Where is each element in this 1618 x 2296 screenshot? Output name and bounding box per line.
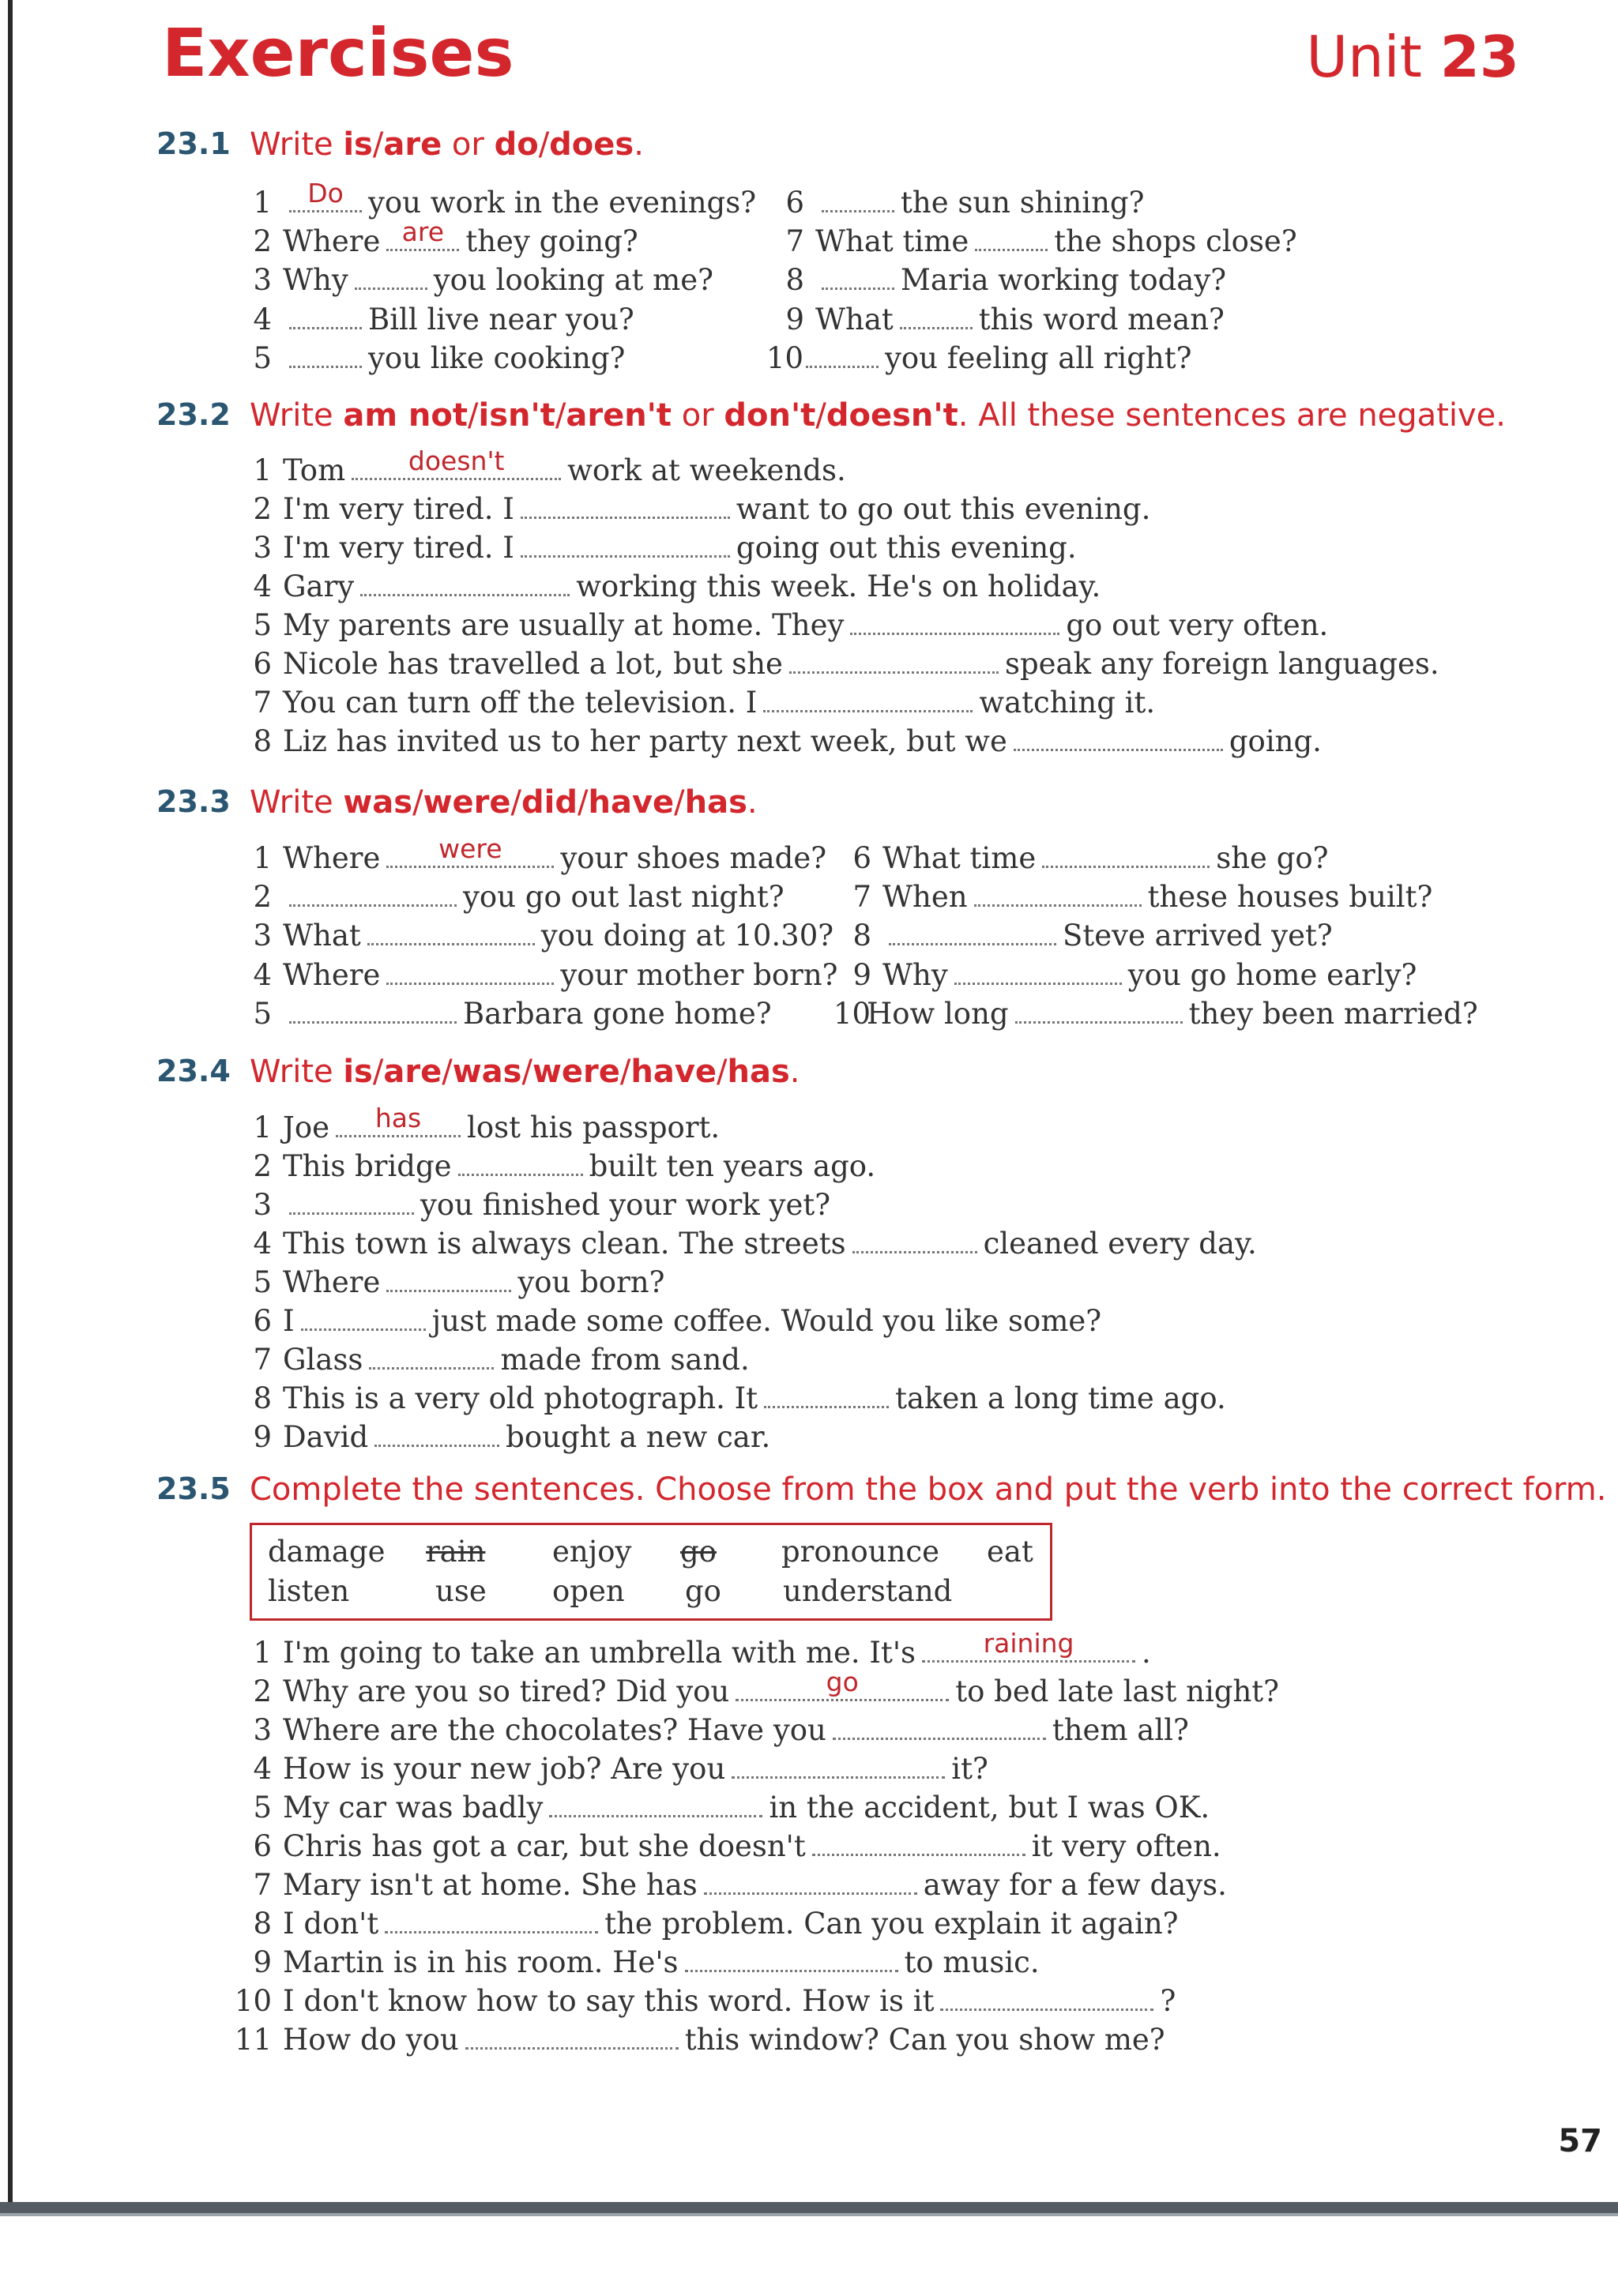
answer-blank[interactable] [352, 445, 561, 480]
answer-blank[interactable] [355, 261, 427, 290]
item-text-after: you finished your work yet? [420, 1188, 831, 1222]
answer-blank[interactable] [374, 1418, 499, 1447]
item-text-before: I don't know how to say this word. How is it [283, 1984, 935, 2018]
answer-blank[interactable] [386, 833, 554, 868]
item-number: 3 [253, 1713, 272, 1747]
item-text-after: these houses built? [1147, 880, 1433, 914]
item-text-after: going. [1229, 724, 1322, 758]
item-number: 10 [234, 1984, 272, 2018]
exercise-item [234, 1749, 988, 1787]
answer-blank[interactable] [549, 1788, 762, 1817]
unit-number: 23 [1439, 24, 1519, 90]
exercise-item [250, 528, 1077, 566]
item-text-before: My parents are usually at home. They [283, 608, 845, 642]
item-text-after: speak any foreign languages. [1004, 647, 1439, 681]
exercise-item [250, 1186, 830, 1223]
box-word: enjoy [552, 1535, 632, 1569]
answer-blank[interactable] [685, 1943, 898, 1972]
box-word: go [685, 1574, 721, 1608]
exercise-item [250, 916, 833, 954]
exercise-item [234, 1982, 1176, 2020]
item-text-after: your shoes made? [560, 841, 827, 875]
page-number: 57 [1558, 2123, 1602, 2159]
box-word-used: rain [426, 1535, 486, 1569]
item-text-before: Chris has got a car, but she doesn't [283, 1829, 806, 1863]
exercise-item [234, 2020, 1165, 2058]
item-number: 2 [253, 224, 272, 258]
item-number: 6 [253, 1829, 272, 1863]
item-number: 11 [234, 2023, 272, 2057]
item-number: 10 [833, 997, 871, 1031]
exercise-item [849, 956, 1417, 994]
item-text-after: she go? [1216, 841, 1329, 875]
item-text-before: Where are the chocolates? Have you [283, 1713, 826, 1747]
exercise-number: 23.2 [156, 397, 231, 432]
item-number: 3 [253, 1188, 272, 1222]
item-text-after: bought a new car. [506, 1420, 771, 1454]
answer-blank[interactable] [940, 1982, 1153, 2011]
exercise-instruction: Write is/are/was/were/have/has. [250, 1054, 800, 1090]
item-text-before: Tom [283, 453, 346, 487]
item-text-after: in the accident, but I was OK. [769, 1791, 1210, 1824]
item-text-before: What [283, 919, 361, 953]
item-number: 2 [253, 492, 272, 526]
answer-blank[interactable] [360, 567, 570, 596]
item-number: 6 [852, 841, 871, 875]
answer-blank[interactable] [367, 916, 535, 945]
answer-blank[interactable] [852, 1224, 977, 1253]
item-text-before: Where [283, 1265, 381, 1299]
answer-blank[interactable] [386, 1263, 511, 1292]
answer-blank[interactable] [954, 956, 1122, 985]
exercise-item [250, 261, 713, 299]
item-text-before: What time [815, 224, 969, 258]
exercise-item [849, 839, 1329, 877]
item-text-before: Glass [283, 1343, 363, 1377]
item-text-before: I don't [283, 1907, 379, 1941]
exercise-item [849, 877, 1432, 915]
answer-blank[interactable] [822, 183, 894, 212]
item-number: 5 [253, 341, 272, 375]
exercise-item [782, 183, 1144, 221]
item-text-after: them all? [1052, 1713, 1189, 1747]
item-number: 8 [253, 1381, 272, 1415]
item-number: 3 [253, 531, 272, 565]
answer-blank[interactable] [289, 877, 457, 907]
answer-blank[interactable] [289, 300, 362, 329]
item-text-after: you feeling all right? [885, 341, 1192, 375]
item-text-after: Steve arrived yet? [1063, 919, 1333, 953]
box-word: pronounce [781, 1535, 940, 1569]
item-number: 1 [253, 186, 272, 220]
exercise-item [234, 1827, 1221, 1865]
item-text-after: away for a few days. [923, 1868, 1227, 1902]
item-text-before: Where [283, 841, 381, 875]
exercise-instruction: Write is/are or do/does. [250, 126, 644, 163]
page-title: Exercises [162, 14, 514, 92]
item-number: 6 [253, 1304, 272, 1338]
handwritten-answer: has [374, 1103, 422, 1133]
item-text-after: work at weekends. [567, 453, 846, 487]
exercise-item [250, 1147, 875, 1185]
item-text-after: . [1142, 1636, 1151, 1670]
item-text-before: Gary [283, 569, 355, 603]
item-text-after: working this week. He's on holiday. [576, 569, 1101, 603]
item-number: 10 [766, 341, 804, 375]
item-text-after: Bill live near you? [368, 303, 634, 336]
answer-blank[interactable] [736, 1667, 949, 1701]
item-number: 8 [253, 1907, 272, 1941]
item-text-after: Maria working today? [901, 263, 1227, 297]
exercise-item [250, 644, 1439, 682]
answer-blank[interactable] [900, 300, 973, 329]
unit-label [1306, 24, 1519, 90]
item-number: 9 [253, 1420, 272, 1454]
footer-rule-accent [0, 2213, 1618, 2216]
exercise-item [766, 339, 1191, 377]
item-number: 9 [785, 303, 804, 336]
exercise-item [250, 994, 772, 1032]
item-number: 5 [253, 1791, 272, 1824]
handwritten-answer: raining [983, 1628, 1074, 1659]
answer-blank[interactable] [806, 339, 879, 368]
item-text-before: I'm very tired. I [283, 531, 514, 565]
item-number: 8 [852, 919, 871, 953]
exercise-item [250, 683, 1155, 721]
box-word: eat [987, 1535, 1033, 1569]
item-number: 3 [253, 919, 272, 953]
exercise-item [250, 1418, 770, 1456]
exercise-number: 23.1 [156, 126, 231, 161]
answer-blank[interactable] [289, 994, 457, 1024]
item-number: 2 [253, 1674, 272, 1708]
answer-blank[interactable] [975, 222, 1048, 251]
answer-blank[interactable] [789, 644, 999, 674]
item-number: 3 [253, 263, 272, 297]
item-text-after: the shops close? [1054, 224, 1297, 258]
exercise-item [782, 261, 1226, 299]
answer-blank[interactable] [289, 339, 362, 368]
item-text-after: it very often. [1031, 1829, 1221, 1863]
answer-blank[interactable] [336, 1103, 461, 1137]
box-word: open [552, 1574, 625, 1608]
answer-blank[interactable] [301, 1302, 426, 1331]
exercise-item [250, 833, 827, 877]
answer-blank[interactable] [822, 261, 894, 290]
item-text-before: When [882, 880, 968, 914]
box-word-used: go [680, 1535, 717, 1569]
answer-blank[interactable] [289, 1186, 414, 1215]
box-word: understand [783, 1574, 953, 1608]
exercise-item [250, 567, 1101, 605]
item-number: 4 [253, 569, 272, 603]
handwritten-answer: Do [307, 178, 344, 209]
item-text-after: Barbara gone home? [463, 997, 772, 1031]
item-text-after: watching it. [979, 686, 1156, 720]
exercise-item [782, 222, 1297, 260]
item-number: 4 [253, 1227, 272, 1261]
item-number: 1 [253, 841, 272, 875]
item-text-before: You can turn off the television. I [283, 686, 758, 720]
item-text-after: go out very often. [1066, 608, 1329, 642]
box-word: listen [268, 1574, 350, 1608]
item-text-before: Why [283, 263, 348, 297]
answer-blank[interactable] [732, 1749, 945, 1779]
item-number: 8 [253, 724, 272, 758]
exercise-item [250, 445, 846, 489]
item-text-after: want to go out this evening. [736, 492, 1151, 526]
exercise-item [782, 300, 1225, 338]
answer-blank[interactable] [974, 877, 1142, 907]
item-number: 8 [785, 263, 804, 297]
item-text-before: Liz has invited us to her party next week, but we [283, 724, 1007, 758]
handwritten-answer: are [401, 216, 445, 247]
answer-blank[interactable] [764, 1379, 889, 1408]
item-text-after: you go home early? [1127, 958, 1417, 992]
item-number: 9 [253, 1945, 272, 1979]
item-text-before: This is a very old photograph. It [283, 1381, 758, 1415]
item-text-before: David [283, 1420, 369, 1454]
item-text-before: Where [283, 224, 381, 258]
item-number: 1 [253, 453, 272, 487]
exercise-item [250, 1224, 1257, 1262]
exercise-item [250, 216, 638, 260]
box-word: use [435, 1574, 487, 1608]
answer-blank[interactable] [889, 916, 1056, 945]
item-text-after: you born? [517, 1265, 665, 1299]
exercise-item [250, 1379, 1226, 1417]
item-number: 5 [253, 1265, 272, 1299]
unit-word: Unit [1306, 24, 1422, 90]
exercise-item [234, 1866, 1227, 1903]
item-number: 1 [253, 1110, 272, 1144]
item-text-after: to music. [904, 1945, 1040, 1979]
exercise-item [250, 1302, 1101, 1340]
exercise-number: 23.3 [156, 784, 231, 819]
exercise-item [250, 1263, 664, 1301]
item-text-before: I'm going to take an umbrella with me. It's [283, 1636, 916, 1670]
item-number: 7 [253, 1868, 272, 1902]
item-text-after: to bed late last night? [955, 1674, 1279, 1708]
item-text-after: you looking at me? [433, 263, 713, 297]
item-text-after: built ten years ago. [589, 1149, 876, 1183]
answer-blank[interactable] [850, 606, 1059, 635]
answer-blank[interactable] [369, 1340, 494, 1370]
item-number: 4 [253, 1752, 272, 1786]
item-text-after: you like cooking? [368, 341, 626, 375]
answer-blank[interactable] [386, 216, 459, 251]
answer-blank[interactable] [1014, 722, 1223, 751]
item-text-before: Why [882, 958, 948, 992]
item-number: 7 [253, 686, 272, 720]
item-text-after: just made some coffee. Would you like some? [431, 1304, 1102, 1338]
exercise-number: 23.5 [156, 1471, 231, 1506]
item-text-before: How is your new job? Are you [283, 1752, 726, 1786]
item-text-before: Joe [283, 1110, 330, 1144]
item-text-after: this word mean? [978, 303, 1225, 336]
item-number: 9 [852, 958, 871, 992]
item-text-after: the sun shining? [901, 186, 1145, 220]
item-number: 6 [785, 186, 804, 220]
exercise-instruction: Write was/were/did/have/has. [250, 784, 758, 821]
answer-blank[interactable] [521, 528, 730, 558]
box-word: damage [268, 1535, 386, 1569]
item-text-after: lost his passport. [467, 1110, 721, 1144]
item-number: 7 [852, 880, 871, 914]
footer-rule [0, 2202, 1618, 2213]
answer-blank[interactable] [458, 1147, 583, 1176]
exercise-item [250, 606, 1328, 644]
item-text-after: cleaned every day. [983, 1227, 1257, 1261]
item-text-after: ? [1160, 1984, 1176, 2018]
answer-blank[interactable] [922, 1628, 1135, 1663]
answer-blank[interactable] [704, 1866, 917, 1895]
exercise-instruction: Complete the sentences. Choose from the box and put the verb into the correct form. [250, 1471, 1607, 1508]
item-text-before: What [815, 303, 894, 336]
exercise-item [250, 339, 625, 377]
exercise-item [250, 1340, 750, 1378]
answer-blank[interactable] [812, 1827, 1025, 1856]
item-text-before: What time [882, 841, 1037, 875]
left-margin-rule [8, 0, 13, 2204]
exercise-item [234, 1943, 1040, 1981]
exercise-item [250, 956, 838, 994]
exercise-item [250, 877, 785, 915]
item-number: 7 [253, 1343, 272, 1377]
answer-blank[interactable] [833, 1711, 1046, 1740]
item-text-before: Where [283, 958, 381, 992]
item-text-before: Nicole has travelled a lot, but she [283, 647, 783, 681]
item-number: 7 [785, 224, 804, 258]
word-box [250, 1523, 1052, 1621]
exercise-item [250, 1103, 721, 1146]
item-text-after: you work in the evenings? [368, 186, 757, 220]
item-text-after: they been married? [1188, 997, 1478, 1031]
exercise-item [234, 1904, 1179, 1942]
answer-blank[interactable] [289, 178, 362, 212]
exercise-item [250, 722, 1322, 760]
exercise-instruction: Write am not/isn't/aren't or don't/doesn't. All these sentences are negative. [250, 397, 1506, 434]
item-text-before: This town is always clean. The streets [283, 1227, 846, 1261]
exercise-item [250, 490, 1150, 528]
exercise-item [234, 1788, 1210, 1826]
exercise-item [234, 1667, 1279, 1710]
exercise-item [234, 1711, 1189, 1749]
item-number: 6 [253, 647, 272, 681]
item-text-after: this window? Can you show me? [684, 2023, 1165, 2057]
exercise-number: 23.4 [156, 1054, 231, 1088]
item-text-before: Martin is in his room. He's [283, 1945, 679, 1979]
answer-blank[interactable] [465, 2020, 679, 2050]
page-header [0, 0, 1618, 111]
item-text-after: taken a long time ago. [895, 1381, 1226, 1415]
item-text-before: I [283, 1304, 295, 1338]
item-text-before: Why are you so tired? Did you [283, 1674, 730, 1708]
item-text-after: made from sand. [500, 1343, 750, 1377]
handwritten-answer: were [438, 833, 502, 864]
item-text-after: you doing at 10.30? [540, 919, 834, 953]
answer-blank[interactable] [1042, 839, 1210, 868]
exercise-item [849, 916, 1333, 954]
answer-blank[interactable] [385, 1904, 598, 1933]
item-number: 4 [253, 303, 272, 336]
item-number: 5 [253, 608, 272, 642]
item-number: 4 [253, 958, 272, 992]
exercise-item [250, 178, 757, 221]
answer-blank[interactable] [763, 683, 973, 712]
answer-blank[interactable] [521, 490, 730, 519]
exercise-item [250, 300, 634, 338]
item-number: 5 [253, 997, 272, 1031]
item-number: 1 [253, 1636, 272, 1670]
item-text-before: I'm very tired. I [283, 492, 514, 526]
exercise-item [234, 1628, 1151, 1671]
answer-blank[interactable] [1015, 994, 1183, 1024]
item-text-after: they going? [465, 224, 638, 258]
item-text-after: going out this evening. [736, 531, 1077, 565]
answer-blank[interactable] [386, 956, 554, 985]
item-text-before: How long [867, 997, 1009, 1031]
handwritten-answer: doesn't [408, 445, 505, 476]
item-text-before: This bridge [283, 1149, 452, 1183]
item-text-before: Mary isn't at home. She has [283, 1868, 698, 1902]
item-number: 2 [253, 1149, 272, 1183]
item-text-before: My car was badly [283, 1791, 544, 1824]
handwritten-answer: go [826, 1667, 859, 1697]
exercise-item [833, 994, 1478, 1032]
item-text-before: How do you [283, 2023, 459, 2057]
item-number: 2 [253, 880, 272, 914]
item-text-after: it? [951, 1752, 988, 1786]
item-text-after: the problem. Can you explain it again? [604, 1907, 1179, 1941]
item-text-after: your mother born? [560, 958, 838, 992]
item-text-after: you go out last night? [463, 880, 785, 914]
